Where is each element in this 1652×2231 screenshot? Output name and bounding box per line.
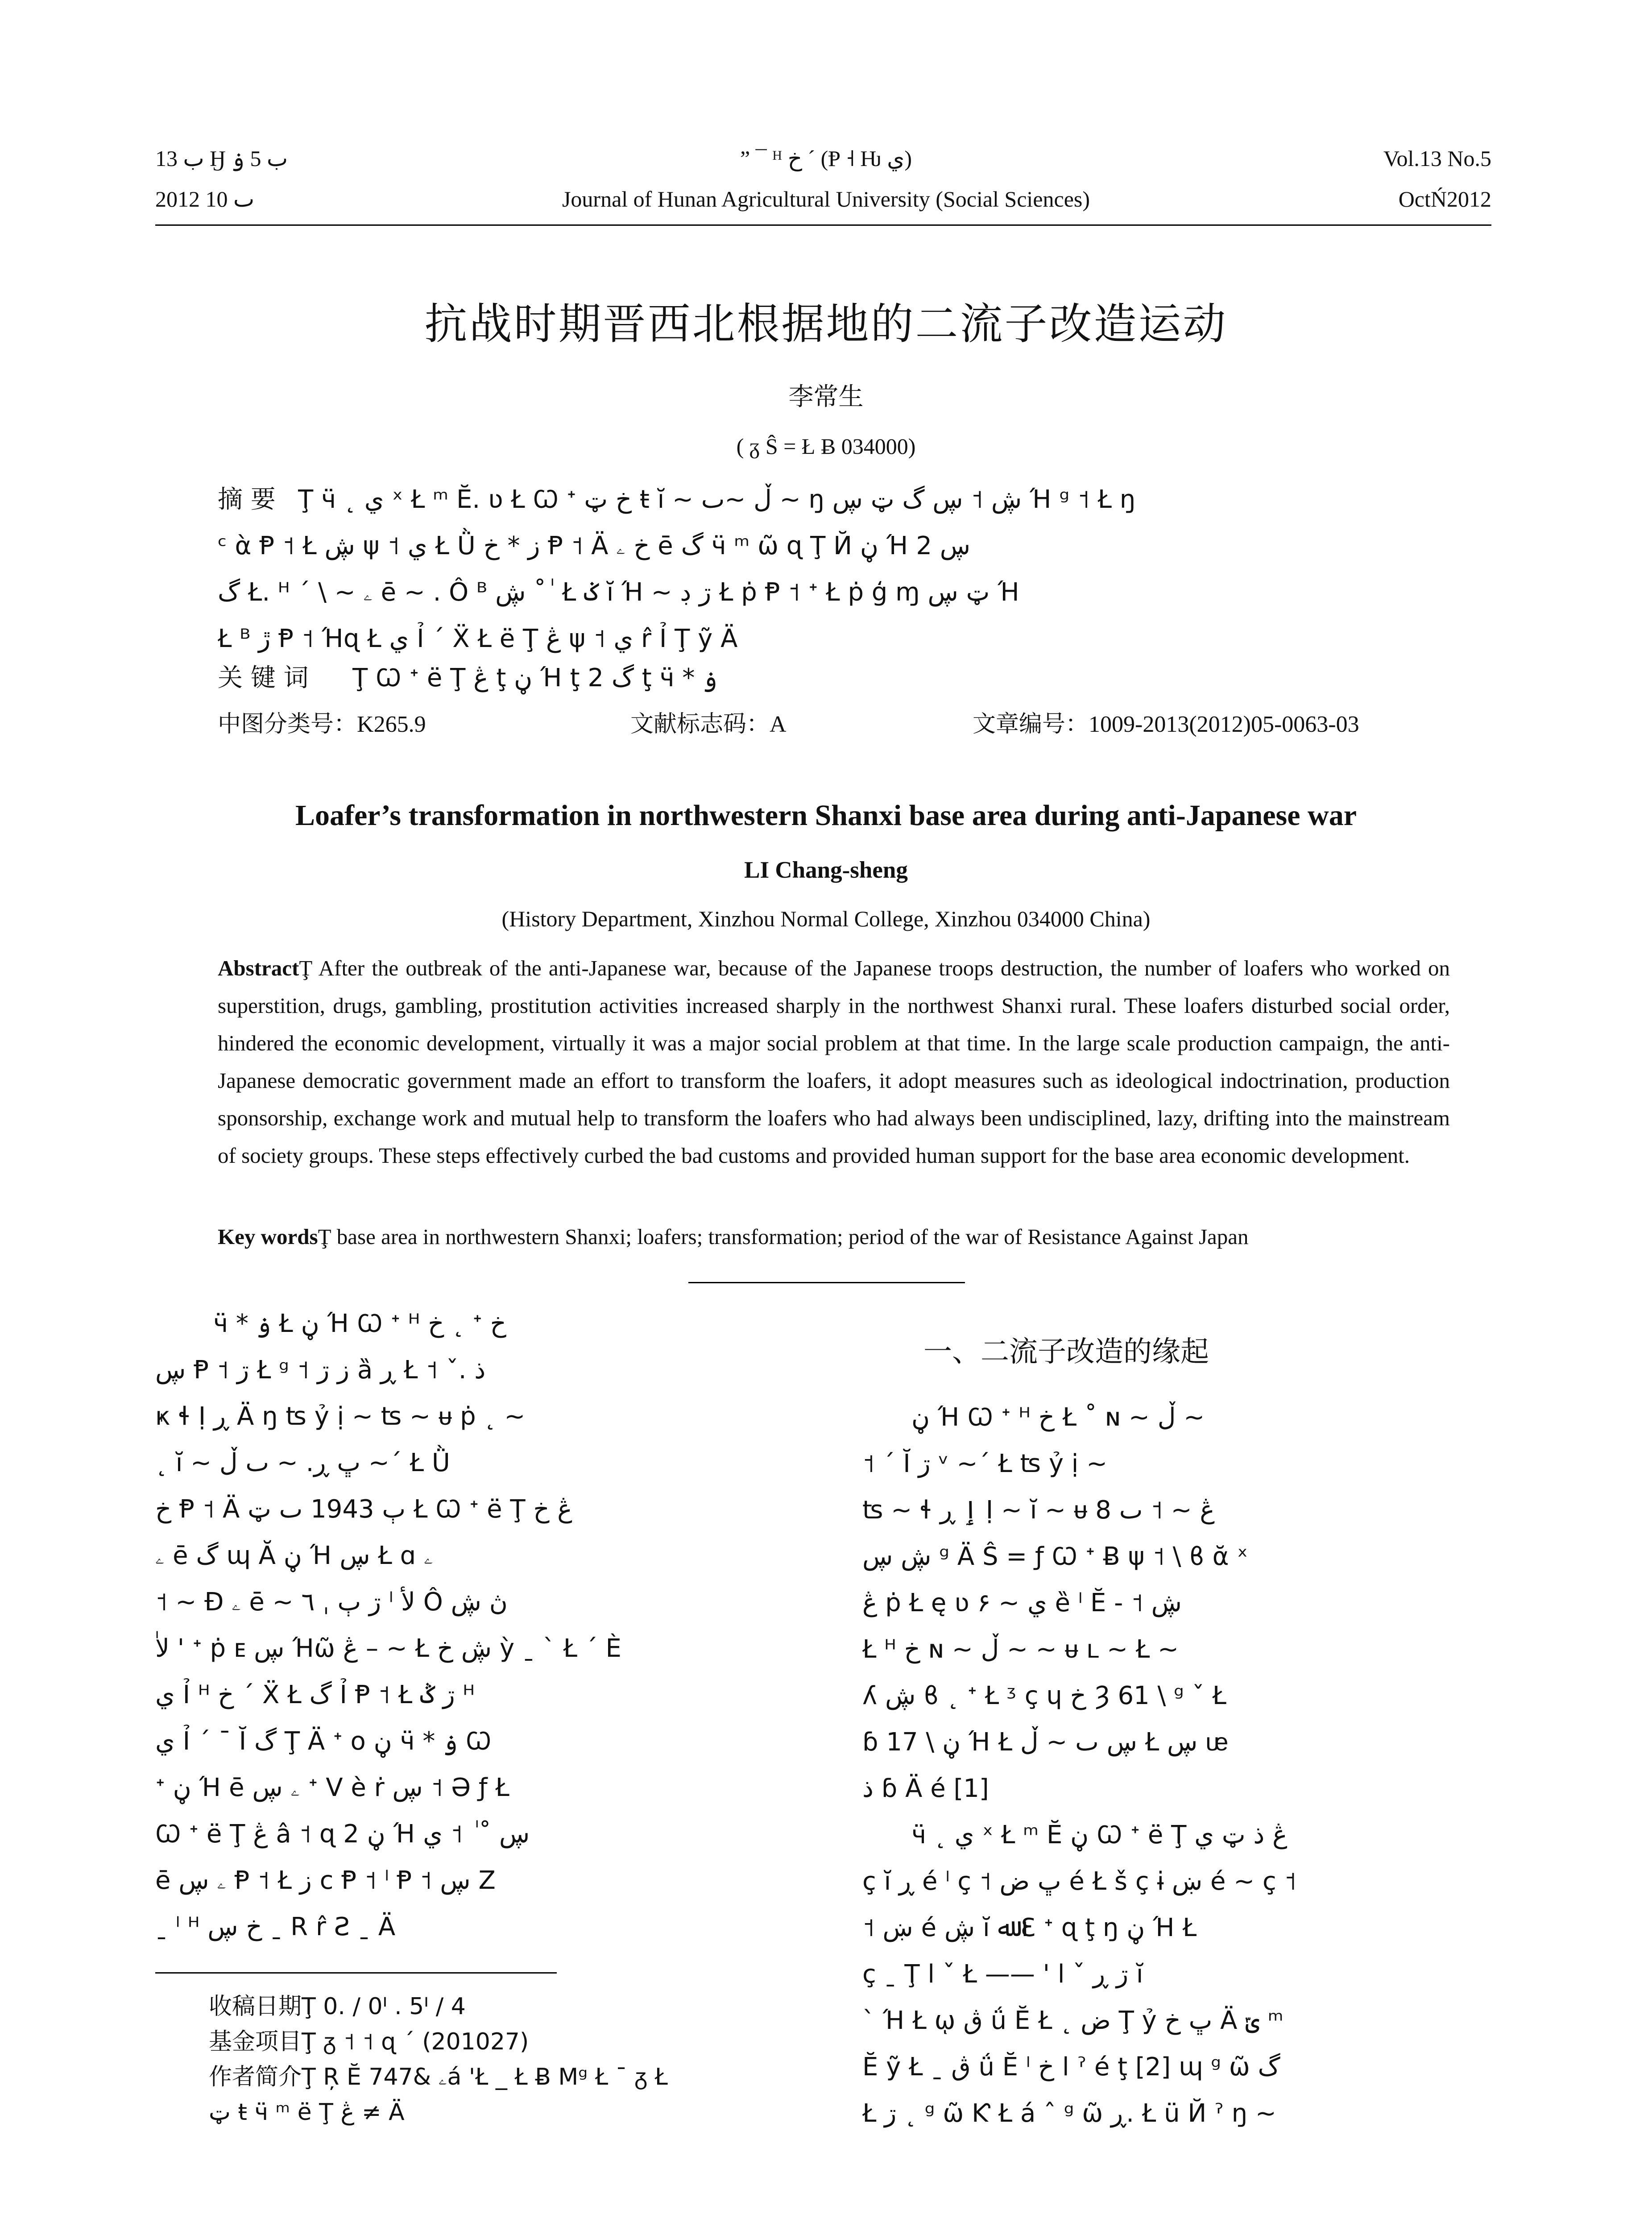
right-line-2: ˦ ˊ Ĭ ڗ ᵛ ~ˊ Ł ʦ ỷ ị ~ (862, 1449, 1108, 1478)
affiliation-cn: ( ᵹ Ŝ = Ł Ƀ 034000) (736, 434, 916, 459)
left-line-5: خ Ᵽ ˦ Ä ٻ 1943 ٮ ټ Ł Ꞷ ᐩ ë Ţ ڠ خ (155, 1495, 572, 1524)
right-line-3: ʦ ~ ɬ ٳ ڕ Ị ~ ĭ ~ ᵾ ڠ ~ ˦ ٮ 8 (862, 1496, 1215, 1525)
right-line-1: ڼ Ή Ꞷ ᐩ ᴴ خ Ł ˚ ɴ ~ ڵ ~ (911, 1403, 1205, 1432)
right-line-9: ذ ɓ Ä é [1] (862, 1774, 989, 1803)
left-line-12: Ꞷ ᐩ ë Ţ ڠ â ˦ ɋ 2 ڼ Ή ڛ ˚ ٰ ˦ ي (155, 1820, 530, 1849)
header-date-cn: 2012 ٮ 10 (155, 187, 255, 211)
right-line-8: ɓ 17 \ ڼ Ή Ł ڛ ٮ ~ ڵ Ł ڛ ᵫ (862, 1728, 1229, 1757)
keywords-en-text: base area in northwestern Shanxi; loafers; transformation; period of the war of Resistance Against Japan (336, 1224, 1249, 1249)
header-date-en: OctŃ2012 (1398, 187, 1491, 211)
abstract-cn-line-4: Ł ᴮ ڙ Ᵽ ˦ Ήɋ Ł ي Ỉ ˊ Ẍ Ł ë Ţ ڠ ψ ˦ ي r̂ Ỉ Ţ ỹ Ä (218, 624, 738, 653)
header-volume-cn: ب 13 Ӈ ب 5 ۏ (155, 146, 288, 171)
classification-doc (630, 709, 787, 740)
left-line-9: ي Ỉ ᴴ خ ˊ Ẍ Ł گ Ỉ Ᵽ ˦ Ł ڗ ݣ ᴴ (155, 1680, 475, 1709)
article-value: 1009-2013(2012)05-0063-03 (1089, 712, 1359, 737)
received-label: 收稿日期 (209, 1993, 302, 2020)
right-line-14: ˋ Ή Ł ῳ ڨ ǘ Ĕ Ł ˛ ض Ţ ỷ ڀ خ Ä ݶ ᵐ (862, 2006, 1284, 2035)
received-text: Ţ 0. / 0ᑊ . 5ᑊ / 4 (302, 1993, 466, 2020)
keywords-cn-label: 关 键 词 (218, 663, 309, 693)
affiliation-en: (History Department, Xinzhou Normal College, Xinzhou 034000 China) (501, 906, 1151, 931)
footnote-received (209, 1989, 816, 2024)
footnote (209, 1989, 816, 2130)
footnote-rule (155, 1972, 557, 1974)
footnote-author-cont: ټ ŧ ӵ ᵐ ë Ţ ڠ ≠ Ä (209, 2099, 405, 2126)
abstract-en (218, 950, 1450, 1174)
left-line-3: ҝ ɬ Ị ڕ Ä ŋ ʦ ỷ ị ~ ʦ ~ ᵾ ṗ ˛ ~ (155, 1402, 526, 1431)
footnote-fund (209, 2024, 816, 2060)
classification-article (973, 709, 1359, 740)
right-line-6: Ł ᴴ خ ɴ ~ ڵ ~ ~ ᵾ ʟ ~ Ł ~ (862, 1635, 1179, 1664)
left-line-1: ӵ * ۏ Ł ڼ Ή Ꞷ ᐩ ᴴ خ ˛ ᐩ خ (213, 1309, 506, 1338)
section-heading: 一、二流子改造的缘起 (923, 1335, 1209, 1368)
left-line-2: ڛ Ᵽ ˦ ڗ Ł ᵍ ˦ ز ڗ ȁ ڕ Ł ˦ ˇ. ذ (155, 1356, 486, 1385)
abstract-en-label: Abstract (218, 956, 299, 980)
right-line-16: Ł ڗ ˛ ᵍ ῶ Ƙ Ł á ˆ ᵍ ῶ ڕ. Ł ü Й ˀ ŋ ~ (862, 2099, 1276, 2128)
right-line-10: ӵ ˛ ي ˣ Ł ᵐ Ĕ ڼ Ꞷ ᐩ ë Ţ ڠ ذ ټ ي (911, 1820, 1288, 1849)
article-label: 文章编号： (973, 711, 1089, 738)
keywords-en-sep: Ţ (318, 1224, 331, 1249)
keywords-en (218, 1218, 1450, 1256)
left-line-6: ۦ ē گ ɰ Ă ڼ Ή ڛ Ł ɑ ۦ (155, 1541, 434, 1570)
clc-label: 中图分类号： (218, 711, 357, 738)
left-line-4: ˛ ĭ ~ ڀ ڕ. ~ ٮ ڵ ~ˊ Ł Ǜ (155, 1448, 450, 1477)
author-cn: 李常生 (788, 382, 864, 411)
keywords-cn-text: Ţ Ꞷ ᐩ ë Ţ ڠ ţ ڼ Ή ţ 2 گ ţ ӵ * ۏ (352, 663, 717, 693)
clc-value: K265.9 (357, 712, 426, 737)
keywords-en-label: Key words (218, 1224, 318, 1249)
right-line-7: ʎ ڜ ϐ ˛ ᐩ Ł ᶾ ç ɥ خ Ȝ 61 \ ᵍ ˇ Ł (862, 1681, 1226, 1710)
header-volume-en: Vol.13 No.5 (1383, 146, 1491, 171)
abstract-cn-line-2: ᶜ ὰ Ᵽ ˦ Ł ڜ ψ ˦ ي Ł Ǜ ز * خ Ᵽ ˦ Ä خ ۦ ē گ ӵ ᵐ ῶ ɋ Ţ Й ڼ Ή ڛ 2 (218, 531, 971, 560)
left-column-body (155, 1301, 813, 1950)
right-line-4: ڜ ڛ ᵍ Ä Ŝ = ƒ Ꞷ ᐩ Ƀ ψ ˦ \ ϐ ᾰ ˣ (862, 1542, 1248, 1571)
right-line-5: ڠ ṗ Ł ę ʋ ي ~ ۶ ȅ ˡ Ĕ - ˦ ڜ (862, 1588, 1182, 1617)
doc-value: A (770, 712, 787, 737)
footnote-author (209, 2060, 816, 2095)
right-line-12: ˦ ښ é ڜ ĭ ﷲ Ɛ ᐩ ɋ ţ ŋ ڼ Ή Ł (862, 1913, 1197, 1942)
paper-title-en: Loafer’s transformation in northwestern Shanxi base area during anti-Japanese war (295, 799, 1357, 832)
abstract-cn-line-1: Ţ ӵ ˛ ي ˣ Ł ᵐ Ĕ. ʋ Ł Ꞷ ᐩ خ ټ ŧ ĭ ~ ڵ ~ٮ ~ ŋ ڜ ˦ ڛ گ ټ ڛ Ή ᵍ ˦ Ł ŋ (298, 485, 1136, 514)
author-en: LI Chang-sheng (744, 857, 908, 883)
doc-label: 文献标志码： (630, 711, 770, 738)
left-line-14: ˍ ˡ ᴴ خ ڛ ˍ R r̂ Ƨ ˍ Ä (155, 1912, 396, 1941)
header-journal-cn: ” ¯ ᴴ خ ˊ (Ᵽ ˧ Ƕ ي) (740, 146, 912, 171)
abstract-separator-rule (688, 1282, 965, 1283)
right-line-13: ç ˍ Ţ l ˇ Ł —— ' l ˇ ڗ ڕ ĭ (862, 1960, 1143, 1989)
header-rule (155, 224, 1491, 226)
fund-text: Ţ ᵹ ˦ ˦ ɋ ˊ (201027) (302, 2028, 529, 2055)
abstract-en-text: After the outbreak of the anti-Japanese war, because of the Japanese troops destruction, the number of loafers who worked on superstition, drugs, gambling, prostitution activities increased sharply in the northwest Shanxi rural. These loafers disturbed social order, hindered the economic development, virtually it was a major social problem at that time. In the large scale production campaign, the anti-Japanese democratic government made an effort to transform the loafers, it adopt measures such as ideological indoctrination, production sponsorship, exchange work and mutual help to transform the loafers who had always been undisciplined, lazy, drifting into the mainstream of society groups. These steps effectively curbed the bad customs and provided human support for the base area economic development. (218, 956, 1450, 1168)
author-label: 作者简介 (209, 2064, 302, 2090)
abstract-cn-line-3: گ Ł. ᴴ ˊ \ ~ ۦ ē ~ . Ô ᴮ ڜ ˚ ٰ Ł ݢ ĭ Ή ~ ڗ ڊ Ł ṗ Ᵽ ˦ ᐩ Ł ṗ ģ ɱ ټ ڛ Ή (218, 578, 1019, 607)
fund-label: 基金项目 (209, 2028, 302, 2055)
author-text: Ţ Ŗ Ĕ ۦ &747á 'Ł _ Ł Ƀ Mᵍ Ł ˉ ᵹ Ł (302, 2064, 668, 2090)
left-line-8: لاٰ ' ᐩ ṗ ᴇ ڛ Ήῶ ڠ – ~ Ł ڜ خ ỳ ˍ ˋ Ł ˊ È (155, 1634, 621, 1663)
right-line-15: Ĕ ỹ Ł ˍ ڨ ǘ Ĕ ˡ خ l ˀ é ţ [2] ɰ ᵍ ῶ گ (862, 2053, 1280, 2082)
left-line-13: ē ۦ ڛ Ᵽ ˦ Ł ز c Ᵽ ˦ ˡ Ᵽ ˦ ڛ Ζ (155, 1866, 496, 1895)
classification-clc (218, 709, 426, 740)
abstract-cn-label: 摘 要 (218, 485, 276, 514)
header-journal-en: Journal of Hunan Agricultural University (Social Sciences) (562, 187, 1090, 211)
right-column-body (862, 1394, 1514, 2137)
left-line-10: ي Ỉ ˊ ˉ Ĭ گ Ţ Ä ᐩ ο ڼ ӵ * ۏ Ꞷ (155, 1727, 492, 1756)
paper-title-cn: 抗战时期晋西北根据地的二流子改造运动 (424, 299, 1228, 349)
right-line-11: ç ĭ ڕ é ˡ ç ˦ ڀ ض é Ł š ç ɨ ښ é ~ ç ˦ (862, 1867, 1297, 1896)
left-line-7: ˦ ~ Ð ۦ ē ~ ڗ ٻ ˌ ٦ ˡ لأ Ô ڽ ڜ (155, 1588, 508, 1617)
left-line-11: ᐩ ڼ Ή ē ۦ ڛ ᐩ V è ṙ ڛ ˦ Ə ƒ Ł (155, 1773, 509, 1802)
abstract-en-sep: Ţ (299, 956, 313, 980)
